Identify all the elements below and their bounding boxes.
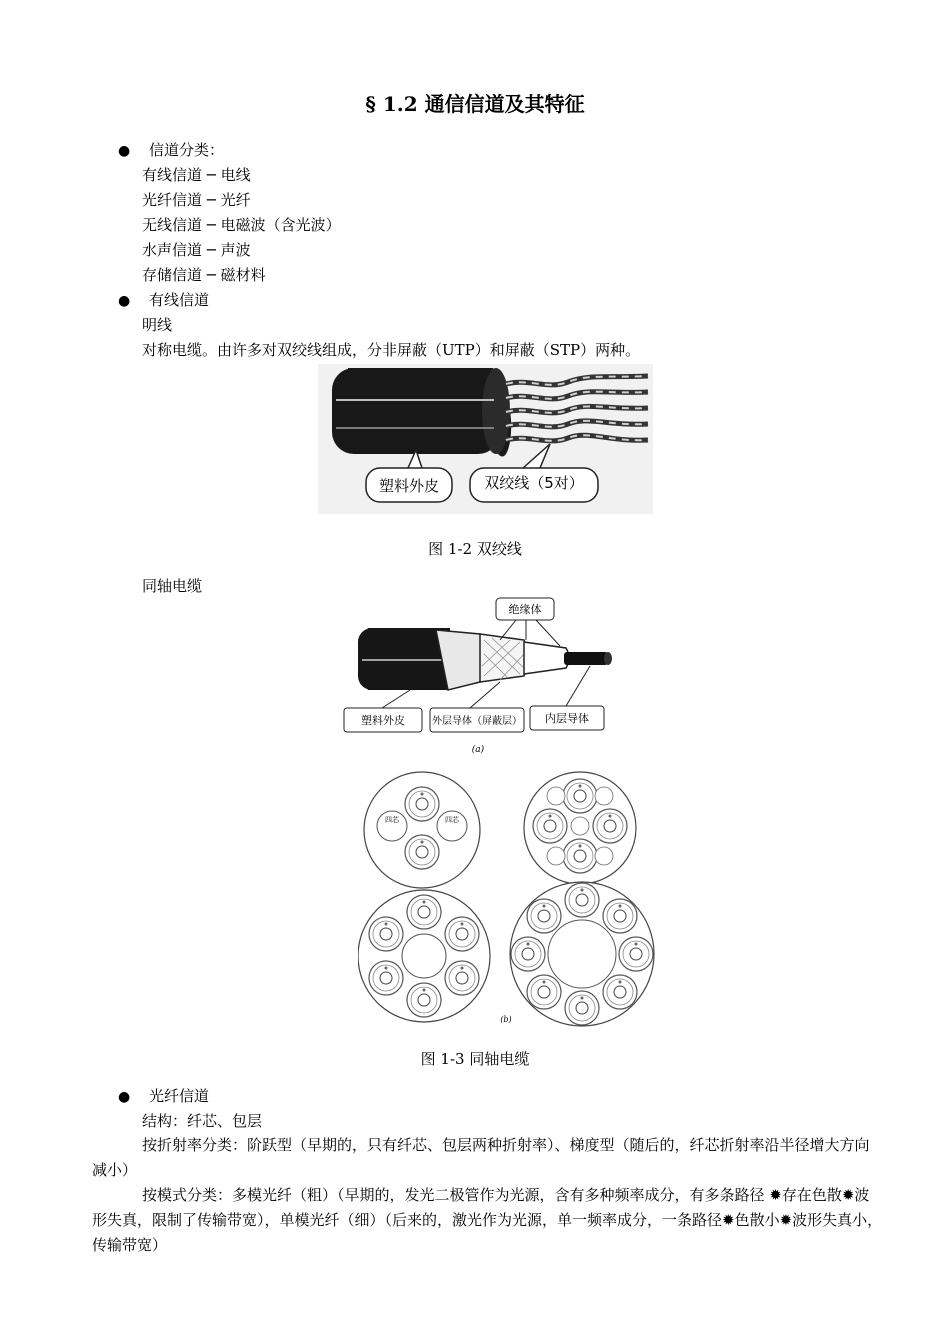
plastic-jacket-label: 塑料外皮 bbox=[378, 477, 440, 495]
figure-1-caption: 图 1-2 双绞线 bbox=[428, 540, 522, 558]
open-wire-text: 明线 bbox=[142, 316, 173, 334]
channel-type-item: 有线信道 ─ 电线 bbox=[142, 166, 251, 184]
channel-type-item: 无线信道 ─ 电磁波（含光波） bbox=[142, 216, 341, 234]
sub-label-a: (a) bbox=[471, 745, 485, 755]
twisted-pair-figure bbox=[318, 364, 653, 514]
outer-conductor-label: 外层导体（屏蔽层） bbox=[432, 716, 522, 727]
bullet-icon: ● bbox=[118, 1089, 131, 1105]
coax-cross-section-figure bbox=[358, 770, 660, 1028]
inner-conductor-label: 内层导体 bbox=[545, 712, 589, 725]
figure-2-caption: 图 1-3 同轴电缆 bbox=[420, 1050, 530, 1068]
coax-cable-figure bbox=[340, 594, 640, 760]
bullet-channel-types bbox=[118, 140, 224, 161]
bullet-icon: ● bbox=[118, 293, 131, 309]
symmetric-cable-text: 对称电缆。由许多对双绞线组成，分非屏蔽（UTP）和屏蔽（STP）两种。 bbox=[142, 341, 641, 359]
four-core-label: 四芯 bbox=[445, 816, 459, 824]
bullet-icon: ● bbox=[118, 143, 131, 159]
mode-classification-text: 按模式分类：多模光纤（粗）（早期的，发光二极管作为光源，含有多种频率成分，有多条路径 ✹存在色散✹波形失真，限制了传输带宽），单模光纤（细）（后来的，激光作为光源，单一频率成分，一条路径✹色散小✹波形失真小，传输带宽） bbox=[92, 1186, 883, 1254]
coax-heading: 同轴电缆 bbox=[142, 577, 203, 595]
bullet-wired-channel bbox=[118, 290, 209, 311]
page-title: § 1.2 通信信道及其特征 bbox=[365, 92, 585, 116]
coax-jacket-label: 塑料外皮 bbox=[361, 714, 405, 727]
fiber-structure-text: 结构：纤芯、包层 bbox=[142, 1112, 263, 1130]
channel-type-item: 存储信道 ─ 磁材料 bbox=[142, 266, 266, 284]
fiber-channel-heading: 光纤信道 bbox=[149, 1087, 210, 1105]
refraction-classification-text: 按折射率分类：阶跃型（早期的，只有纤芯、包层两种折射率）、梯度型（随后的，纤芯折射率沿半径增大方向减小） bbox=[92, 1136, 870, 1179]
twisted-pair-label: 双绞线（5对） bbox=[484, 474, 584, 492]
four-core-label: 四芯 bbox=[385, 816, 399, 824]
channel-type-item: 光纤信道 ─ 光纤 bbox=[142, 191, 251, 209]
insulator-label: 绝缘体 bbox=[508, 603, 542, 616]
sub-label-b: (b) bbox=[500, 1015, 512, 1024]
channel-types-heading: 信道分类： bbox=[149, 141, 225, 159]
bullet-fiber-channel bbox=[118, 1086, 209, 1107]
wired-channel-heading: 有线信道 bbox=[149, 291, 210, 309]
channel-type-item: 水声信道 ─ 声波 bbox=[142, 241, 251, 259]
